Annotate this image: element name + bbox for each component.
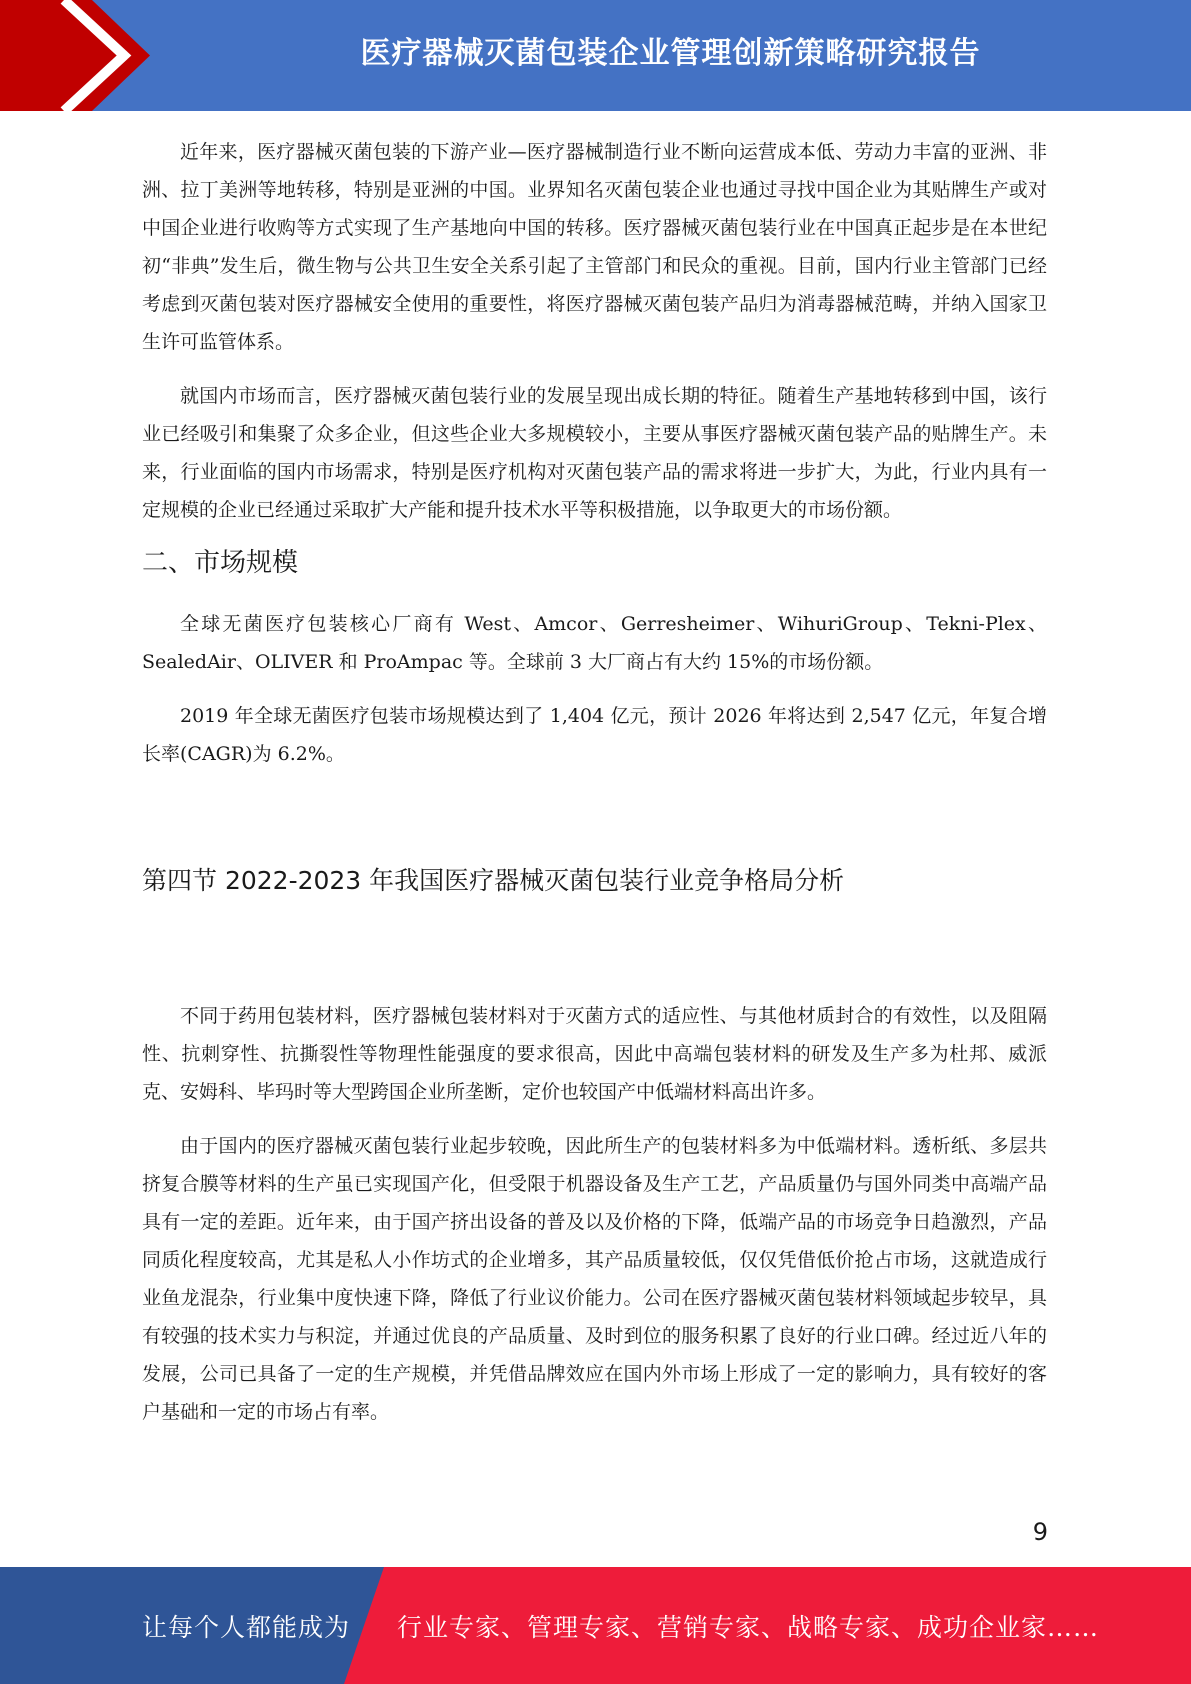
footer-slogan-right: 行业专家、管理专家、营销专家、战略专家、成功企业家……: [397, 1612, 1100, 1642]
header-chevron-graphic: [0, 0, 160, 111]
paragraph-relocation-trend: 近年来，医疗器械灭菌包装的下游产业—医疗器械制造行业不断向运营成本低、劳动力丰富的亚洲、非洲、拉丁美洲等地转移，特别是亚洲的中国。业界知名灭菌包装企业也通过寻找中国企业为其贴牌生产或对中国企业进行收购等方式实现了生产基地向中国的转移。医疗器械灭菌包装行业在中国真正起步是在本世纪初“非典”发生后，微生物与公共卫生安全关系引起了主管部门和民众的重视。目前，国内行业主管部门已经考虑到灭菌包装对医疗器械安全使用的重要性，将医疗器械灭菌包装产品归为消毒器械范畴，并纳入国家卫生许可监管体系。: [142, 141, 1047, 353]
paragraph-market-size-figures: 2019 年全球无菌医疗包装市场规模达到了 1,404 亿元，预计 2026 年将达到 2,547 亿元，年复合增长率(CAGR)为 6.2%。: [142, 705, 1047, 765]
report-title: 医疗器械灭菌包装企业管理创新策略研究报告: [360, 36, 981, 71]
page-content: [142, 133, 1047, 1431]
footer-slogan-left: 让每个人都能成为: [142, 1612, 351, 1642]
paragraph-domestic-competition: 由于国内的医疗器械灭菌包装行业起步较晚，因此所生产的包装材料多为中低端材料。透析纸、多层共挤复合膜等材料的生产虽已实现国产化，但受限于机器设备及生产工艺，产品质量仍与国外同类中高端产品具有一定的差距。近年来，由于国产挤出设备的普及以及价格的下降，低端产品的市场竞争日趋激烈，产品同质化程度较高，尤其是私人小作坊式的企业增多，其产品质量较低，仅仅凭借低价抢占市场，这就造成行业鱼龙混杂，行业集中度快速下降，降低了行业议价能力。公司在医疗器械灭菌包装材料领域起步较早，具有较强的技术实力与积淀，并通过优良的产品质量、及时到位的服务积累了良好的行业口碑。经过近八年的发展，公司已具备了一定的生产规模，并凭借品牌效应在国内外市场上形成了一定的影响力，具有较好的客户基础和一定的市场占有率。: [142, 1135, 1047, 1423]
paragraph-global-manufacturers: 全球无菌医疗包装核心厂商有 West、Amcor、Gerresheimer、WihuriGroup、Tekni-Plex、SealedAir、OLIVER 和 ProAmpac 等。全球前 3 大厂商占有大约 15%的市场份额。: [142, 613, 1047, 673]
paragraph-domestic-market: 就国内市场而言，医疗器械灭菌包装行业的发展呈现出成长期的特征。随着生产基地转移到中国，该行业已经吸引和集聚了众多企业，但这些企业大多规模较小，主要从事医疗器械灭菌包装产品的贴牌生产。未来，行业面临的国内市场需求，特别是医疗机构对灭菌包装产品的需求将进一步扩大，为此，行业内具有一定规模的企业已经通过采取扩大产能和提升技术水平等积极措施，以争取更大的市场份额。: [142, 385, 1047, 521]
section-heading-market-size: 二、市场规模: [142, 548, 299, 578]
page-number: 9: [1032, 1518, 1048, 1546]
page-header: [0, 0, 1191, 111]
subsection-heading-competition: 第四节 2022-2023 年我国医疗器械灭菌包装行业竞争格局分析: [142, 866, 845, 895]
page-footer: [0, 1567, 1191, 1684]
paragraph-packaging-materials: 不同于药用包装材料，医疗器械包装材料对于灭菌方式的适应性、与其他材质封合的有效性，以及阻隔性、抗刺穿性、抗撕裂性等物理性能强度的要求很高，因此中高端包装材料的研发及生产多为杜邦、威派克、安姆科、毕玛时等大型跨国企业所垄断，定价也较国产中低端材料高出许多。: [142, 1005, 1047, 1103]
